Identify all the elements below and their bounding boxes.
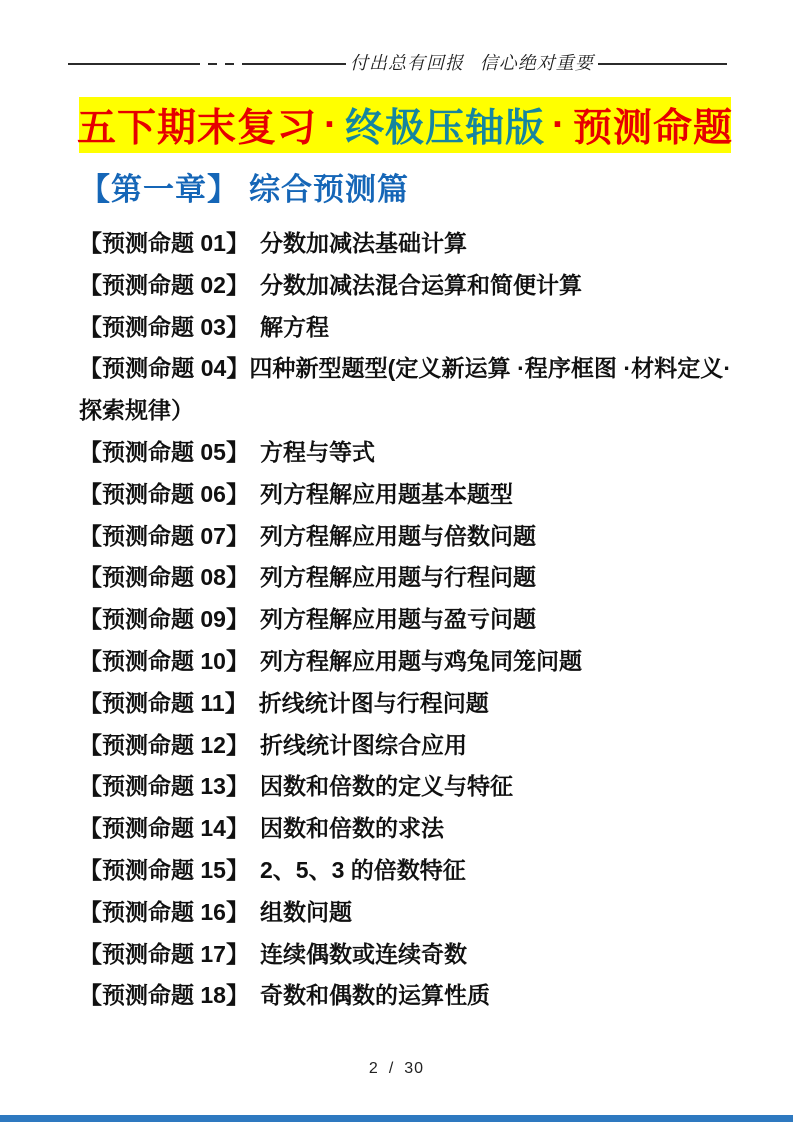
item-label: 【预测命题 13】 bbox=[79, 773, 249, 800]
bottom-blue-rule bbox=[0, 1115, 793, 1122]
item-label: 【预测命题 09】 bbox=[79, 606, 249, 633]
item-title: 折线统计图综合应用 bbox=[259, 731, 467, 758]
item-title: 解方程 bbox=[259, 313, 329, 340]
header-rule-right bbox=[598, 63, 727, 65]
item-title: 组数问题 bbox=[259, 898, 352, 925]
item-label: 【预测命题 16】 bbox=[79, 898, 249, 925]
item-label: 【预测命题 07】 bbox=[79, 522, 249, 549]
item-title: 列方程解应用题基本题型 bbox=[259, 480, 513, 507]
header-rule-left bbox=[68, 63, 200, 65]
item-label: 【预测命题 15】 bbox=[79, 856, 249, 883]
item-label: 【预测命题 01】 bbox=[79, 230, 249, 256]
item-label: 【预测命题 02】 bbox=[79, 271, 249, 298]
item-title: 列方程解应用题与行程问题 bbox=[259, 564, 536, 591]
item-title: 2、5、3 的倍数特征 bbox=[259, 856, 466, 883]
list-item bbox=[79, 808, 731, 850]
list-item bbox=[79, 265, 731, 307]
list-item bbox=[79, 892, 731, 934]
item-title: 连续偶数或连续奇数 bbox=[259, 940, 467, 967]
list-item bbox=[79, 474, 731, 516]
item-title: 方程与等式 bbox=[259, 438, 375, 465]
item-label: 【预测命题 06】 bbox=[79, 480, 249, 507]
item-label: 【预测命题 10】 bbox=[79, 647, 249, 674]
header-motto: 付出总有回报 信心绝对重要 bbox=[350, 53, 594, 74]
chapter-heading bbox=[79, 166, 731, 214]
list-item bbox=[79, 307, 731, 349]
prediction-item-list bbox=[79, 223, 731, 1017]
list-item bbox=[79, 766, 731, 808]
page-header-rule bbox=[68, 53, 727, 75]
item-title: 分数加减法基础计算 bbox=[259, 230, 467, 256]
list-item bbox=[79, 641, 731, 683]
item-label: 【预测命题 03】 bbox=[79, 313, 249, 340]
page-number bbox=[0, 1060, 793, 1078]
item-label: 【预测命题 12】 bbox=[79, 731, 249, 758]
list-item bbox=[79, 557, 731, 599]
item-label: 【预测命题 17】 bbox=[79, 940, 249, 967]
list-item bbox=[79, 599, 731, 641]
list-item bbox=[79, 432, 731, 474]
header-rule-dash-1 bbox=[208, 63, 217, 65]
item-title: 列方程解应用题与盈亏问题 bbox=[259, 606, 536, 633]
list-item bbox=[79, 348, 731, 432]
list-item bbox=[79, 223, 731, 265]
item-label: 【预测命题 04】 bbox=[79, 355, 250, 382]
item-title: 因数和倍数的定义与特征 bbox=[259, 773, 513, 800]
main-title-part1: 五下期末复习 bbox=[76, 107, 317, 150]
list-item bbox=[79, 683, 731, 725]
chapter-heading-label: 【第一章】 bbox=[79, 172, 239, 207]
item-title: 列方程解应用题与倍数问题 bbox=[259, 522, 536, 549]
main-title-dot1: · bbox=[324, 103, 338, 146]
item-label: 【预测命题 08】 bbox=[79, 564, 249, 591]
list-item bbox=[79, 975, 731, 1017]
page-number-separator: / bbox=[388, 1060, 395, 1077]
page-number-current: 2 bbox=[368, 1060, 379, 1077]
list-item bbox=[79, 850, 731, 892]
item-title: 分数加减法混合运算和简便计算 bbox=[259, 271, 582, 298]
item-title: 折线统计图与行程问题 bbox=[258, 689, 489, 716]
item-label: 【预测命题 05】 bbox=[79, 438, 249, 465]
main-title-dot2: · bbox=[552, 103, 567, 146]
item-label: 【预测命题 14】 bbox=[79, 815, 249, 842]
main-title-banner bbox=[76, 97, 734, 153]
item-title: 列方程解应用题与鸡兔同笼问题 bbox=[259, 647, 582, 674]
main-title-part3: 预测命题 bbox=[573, 107, 734, 150]
header-rule-mid bbox=[242, 63, 346, 65]
header-rule-dash-2 bbox=[225, 63, 234, 65]
list-item bbox=[79, 934, 731, 976]
list-item bbox=[79, 516, 731, 558]
item-title: 奇数和偶数的运算性质 bbox=[259, 982, 490, 1009]
item-title: 因数和倍数的求法 bbox=[259, 815, 444, 842]
page-number-total: 30 bbox=[404, 1060, 425, 1077]
list-item bbox=[79, 725, 731, 767]
chapter-heading-title: 综合预测篇 bbox=[249, 172, 409, 207]
item-title: 四种新型题型(定义新运算 ·程序框图 ·材料定义·探索规律） bbox=[79, 355, 731, 424]
item-label: 【预测命题 18】 bbox=[79, 982, 249, 1009]
item-label: 【预测命题 11】 bbox=[79, 689, 248, 716]
main-title-part2: 终极压轴版 bbox=[345, 107, 546, 150]
